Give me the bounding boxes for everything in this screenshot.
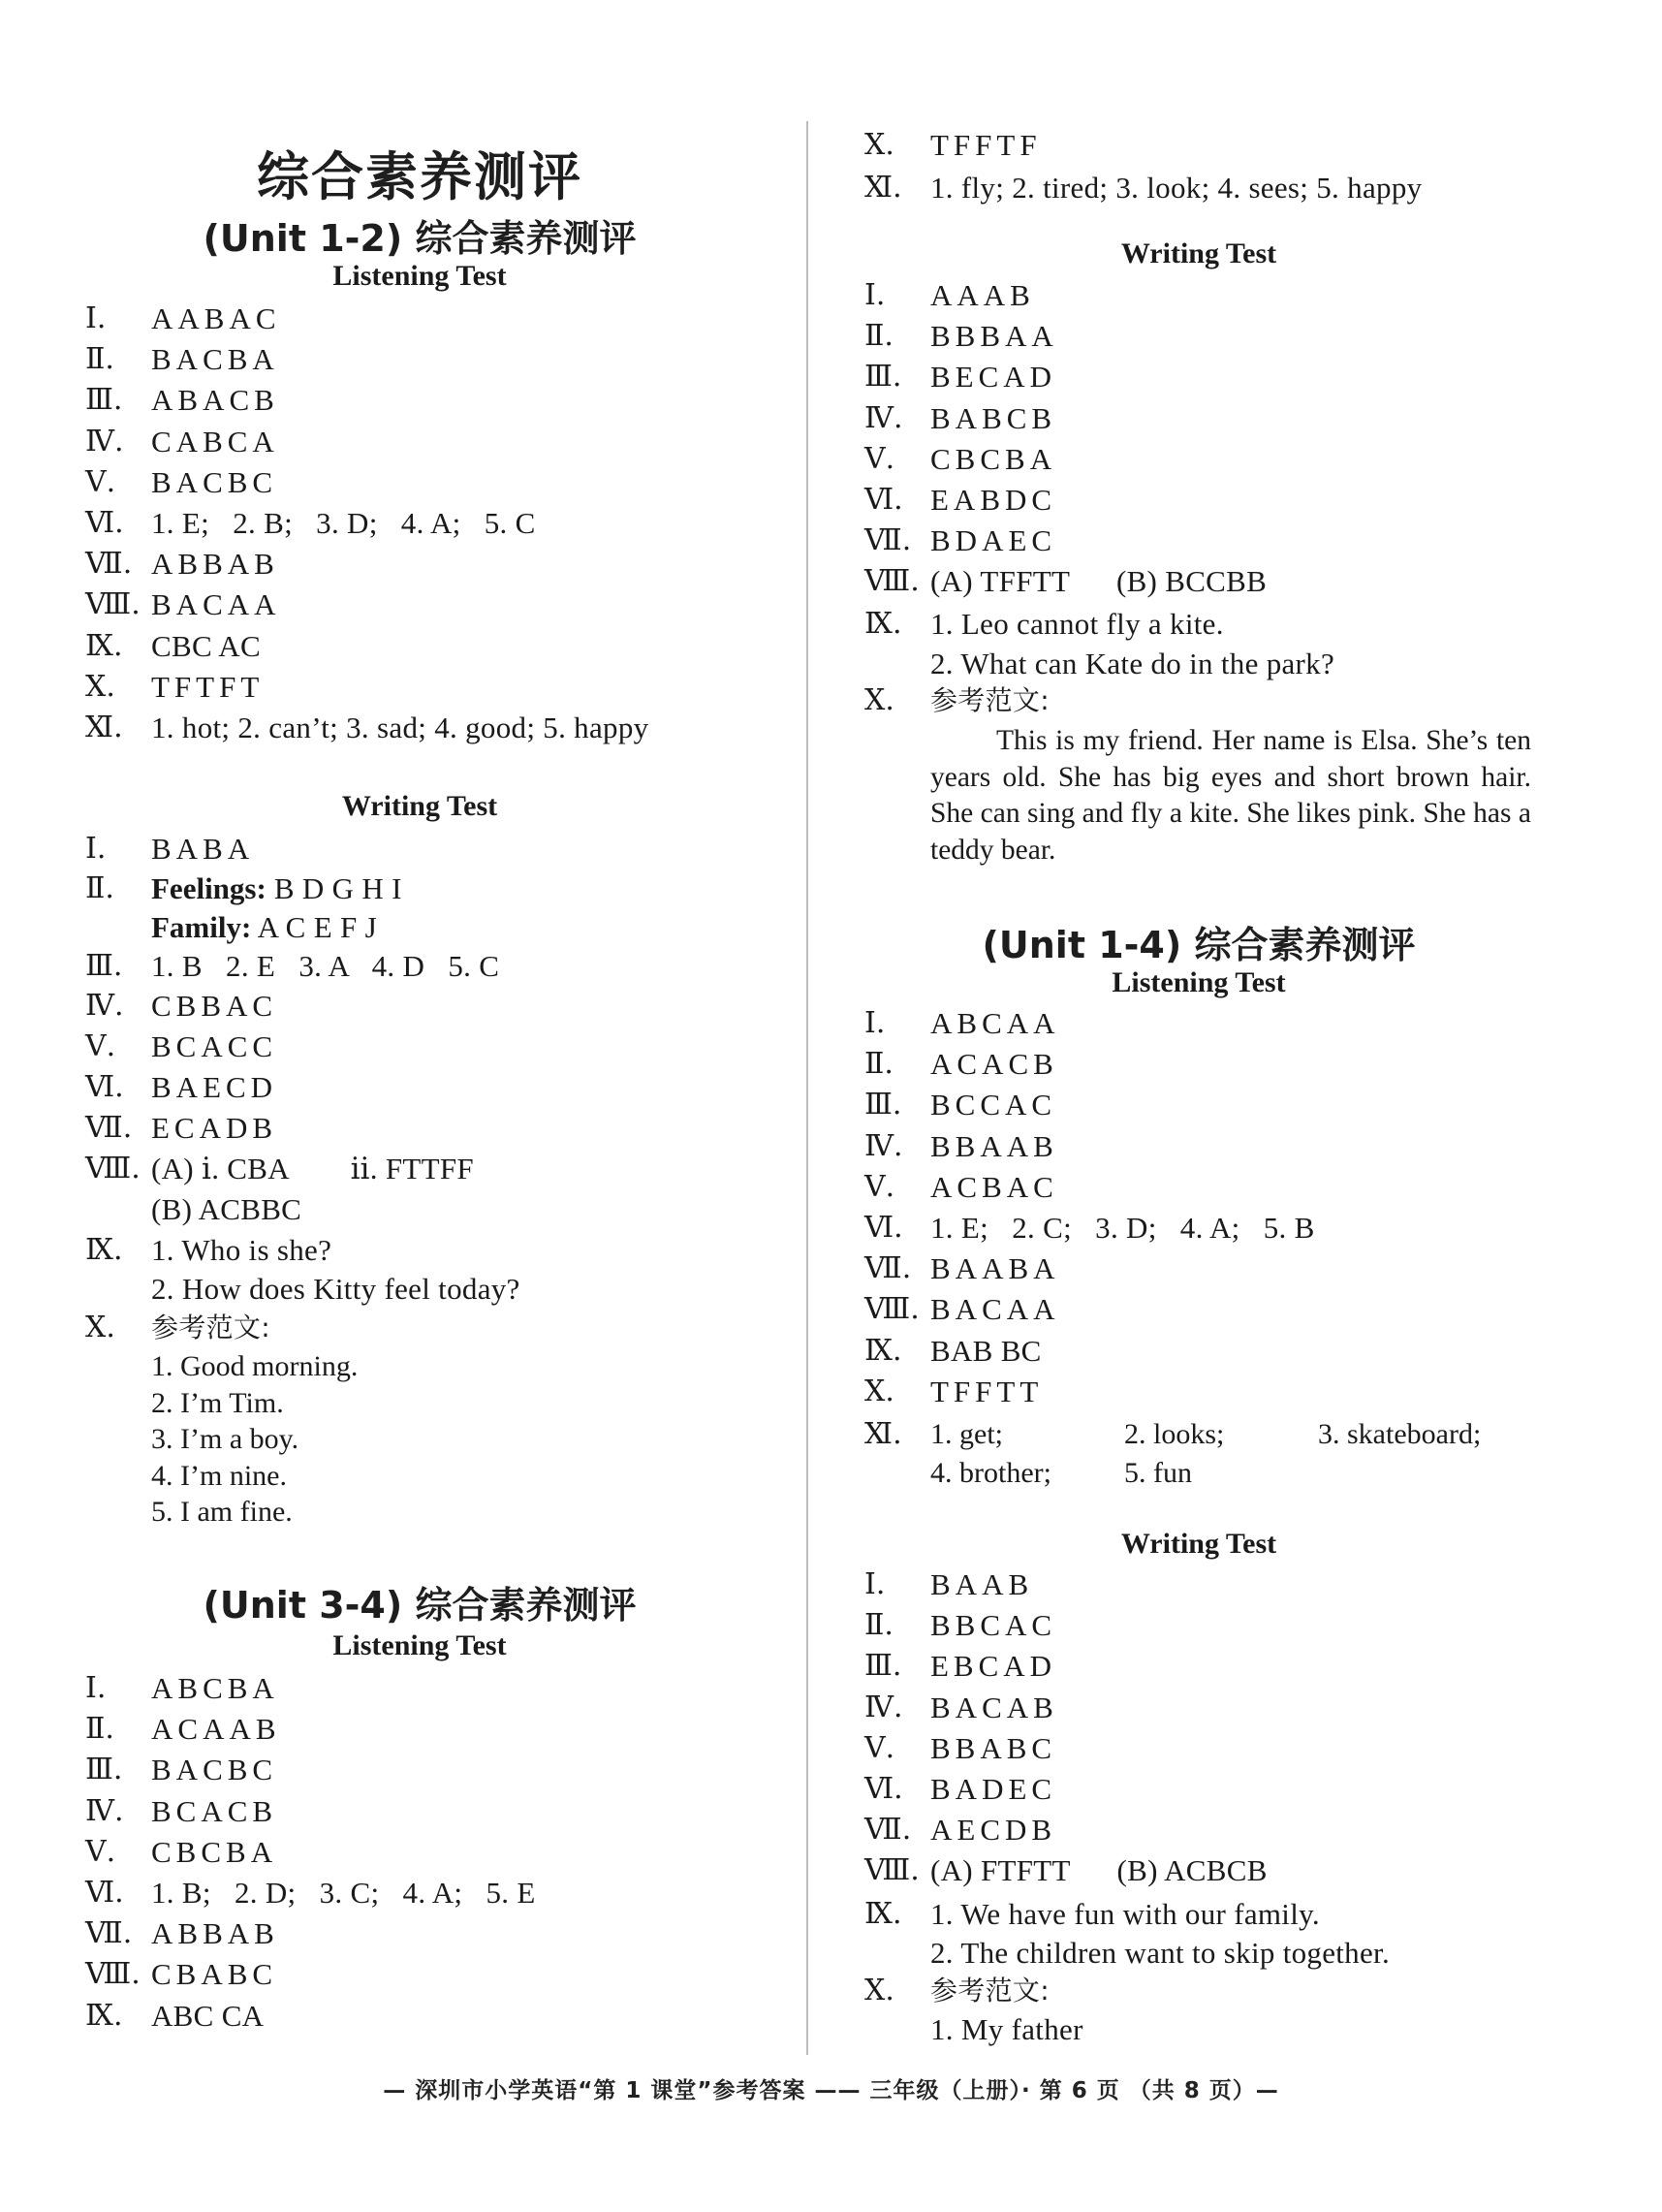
question-number: Ⅺ. <box>85 711 123 744</box>
question-number: Ⅸ. <box>864 1897 902 1931</box>
answer-text: CBBAC <box>151 989 278 1023</box>
answer-text: 1. We have fun with our family. <box>930 1897 1320 1931</box>
answer-text: BAAB <box>930 1567 1034 1601</box>
question-number: Ⅸ. <box>85 628 123 663</box>
answer-text: BBABC <box>930 1730 1057 1765</box>
answer-text: BBBAA <box>930 319 1058 354</box>
answer-text: EABDC <box>930 483 1057 517</box>
answer-text: BCACB <box>151 1793 278 1828</box>
question-number: Ⅶ. <box>85 1916 133 1951</box>
question-number: Ⅵ. <box>864 1772 903 1806</box>
question-number: Ⅶ. <box>864 1813 912 1848</box>
question-number: Ⅺ. <box>864 171 902 205</box>
unit-1-4-title: (Unit 1-4) 综合素养测评 <box>982 924 1416 966</box>
sample-essay-label: 参考范文: <box>930 1975 1050 2007</box>
answer-text: TFFTT <box>930 1374 1044 1408</box>
answer-text: 2. How does Kitty feel today? <box>151 1272 520 1306</box>
question-number: Ⅲ. <box>85 949 123 983</box>
question-number: Ⅹ. <box>864 128 894 162</box>
page-footer: — 深圳市小学英语“第 1 课堂”参考答案 —— 三年级（上册）· 第 6 页 （共 8 页）— <box>383 2078 1279 2103</box>
question-number: Ⅹ. <box>864 683 894 717</box>
question-number: Ⅸ. <box>864 607 902 641</box>
answer-text: ABCBA <box>151 1671 279 1705</box>
question-number: Ⅹ. <box>85 1311 115 1344</box>
question-number: Ⅸ. <box>864 1333 902 1368</box>
answer-text: 1. fly; 2. tired; 3. look; 4. sees; 5. happy <box>930 171 1423 205</box>
question-number: Ⅵ. <box>864 483 903 517</box>
answer-text: 1. B 2. E 3. A 4. D 5. C <box>151 949 500 983</box>
question-number: Ⅷ. <box>864 1853 920 1888</box>
question-number: Ⅷ. <box>85 1957 141 1992</box>
question-number: Ⅰ. <box>864 1006 886 1040</box>
question-number: Ⅳ. <box>864 1690 903 1724</box>
answer-text: BCCAC <box>930 1088 1057 1122</box>
answer-text: (A) ⅰ. CBA ⅱ. FTTFF <box>151 1152 474 1185</box>
answer-text: BCACC <box>151 1029 278 1063</box>
answer-text: CBABC <box>151 1957 278 1992</box>
question-number: Ⅹ. <box>864 1374 894 1408</box>
question-number: Ⅲ. <box>85 383 123 418</box>
answer-text: 1. Who is she? <box>151 1233 332 1267</box>
unit-1-2-writing-title: Writing Test <box>341 790 498 822</box>
answer-text: ABC CA <box>151 1998 265 2033</box>
question-number: Ⅵ. <box>85 1070 124 1104</box>
question-number: Ⅹ. <box>85 669 115 704</box>
question-number: Ⅸ. <box>85 1998 123 2033</box>
question-number: Ⅲ. <box>864 360 902 395</box>
feelings-answers: B D G H I <box>266 871 402 905</box>
answer-text: BAABA <box>930 1251 1060 1286</box>
answer-text: 1. B; 2. D; 3. C; 4. A; 5. E <box>151 1876 536 1910</box>
column-divider <box>806 121 808 2055</box>
question-number: Ⅶ. <box>85 547 133 582</box>
answer-text: BAB BC <box>930 1333 1042 1368</box>
answer-text: CBC AC <box>151 628 261 663</box>
sample-essay-label: 参考范文: <box>930 684 1050 716</box>
question-number: Ⅴ. <box>864 1169 895 1204</box>
question-number: Ⅳ. <box>85 424 124 458</box>
question-number: Ⅴ. <box>864 1730 895 1765</box>
answer-text: BACAA <box>930 1292 1060 1327</box>
answer-text: BECAD <box>930 360 1057 395</box>
fill-answer-2: 2. looks; <box>1124 1418 1225 1450</box>
question-number: Ⅱ. <box>85 1712 114 1747</box>
question-number: Ⅳ. <box>85 1793 124 1828</box>
answer-text: BBAAB <box>930 1128 1058 1163</box>
question-number: Ⅷ. <box>864 564 920 599</box>
question-number: Ⅹ. <box>864 1974 894 2007</box>
question-number: Ⅳ. <box>85 989 124 1023</box>
answer-text: 1. E; 2. B; 3. D; 4. A; 5. C <box>151 506 536 540</box>
sample-essay-line: 3. I’m a boy. <box>151 1423 299 1455</box>
family-label: Family: <box>151 910 252 944</box>
fill-answer-5: 5. fun <box>1124 1457 1192 1489</box>
answer-text: BACBC <box>151 1753 278 1787</box>
sample-essay-line: 4. I’m nine. <box>151 1459 287 1492</box>
question-number: Ⅷ. <box>85 587 141 622</box>
answer-text: BBCAC <box>930 1608 1057 1643</box>
answer-text: 1. hot; 2. can’t; 3. sad; 4. good; 5. happy <box>151 711 649 744</box>
question-number: Ⅵ. <box>864 1211 903 1245</box>
fill-answer-4: 4. brother; <box>930 1457 1051 1489</box>
question-number: Ⅲ. <box>864 1649 902 1684</box>
question-number: Ⅰ. <box>864 1567 886 1601</box>
question-number: Ⅱ. <box>864 319 894 354</box>
question-number: Ⅷ. <box>864 1292 920 1327</box>
unit-3-4-listening-title: Listening Test <box>332 1629 507 1661</box>
question-number: Ⅺ. <box>864 1417 902 1451</box>
answer-text: BABA <box>151 832 255 866</box>
answer-text: BDAEC <box>930 523 1057 558</box>
question-number: Ⅰ. <box>864 278 886 312</box>
question-number: Ⅲ. <box>864 1088 902 1122</box>
answer-text: BACBC <box>151 464 278 499</box>
unit-3-4-writing-title: Writing Test <box>1120 237 1277 269</box>
family-answers: A C E F J <box>251 910 377 944</box>
answer-text: 2. The children want to skip together. <box>930 1936 1391 1970</box>
question-number: Ⅶ. <box>85 1111 133 1145</box>
answer-text: ACAAB <box>151 1712 281 1747</box>
question-number: Ⅴ. <box>85 1834 116 1869</box>
answer-text: 2. What can Kate do in the park? <box>930 647 1335 680</box>
sample-essay-paragraph: This is my friend. Her name is Elsa. She’s ten years old. She has big eyes and short brown hair. She can sing and fly a kite. She likes pink. She has a teddy bear. <box>930 725 1531 866</box>
answer-text: ACACB <box>930 1047 1058 1082</box>
question-number: Ⅴ. <box>864 441 895 476</box>
answer-text: BABCB <box>930 400 1057 435</box>
answer-text: ACBAC <box>930 1169 1058 1204</box>
answer-text: ABBAB <box>151 1916 279 1951</box>
answer-text: CBCBA <box>151 1834 278 1869</box>
answer-text: TFTFT <box>151 669 265 704</box>
unit-1-4-writing-title: Writing Test <box>1120 1528 1277 1560</box>
answer-text: (A) TFFTT (B) BCCBB <box>930 564 1268 599</box>
answer-text: ABACB <box>151 383 279 418</box>
question-number: Ⅰ. <box>85 832 107 866</box>
answer-text: BAECD <box>151 1070 278 1104</box>
question-number: Ⅶ. <box>864 523 912 558</box>
answer-text: ABBAB <box>151 547 279 582</box>
question-number: Ⅳ. <box>864 1128 903 1163</box>
answer-text <box>151 908 377 947</box>
answer-text: AABAC <box>151 301 281 335</box>
sample-essay-line: 1. Good morning. <box>151 1350 359 1382</box>
answer-text: AAAB <box>930 278 1035 312</box>
question-number: Ⅷ. <box>85 1152 141 1185</box>
answer-text: 1. E; 2. C; 3. D; 4. A; 5. B <box>930 1211 1315 1245</box>
answer-text: TFFTF <box>930 128 1042 162</box>
feelings-label: Feelings: <box>151 871 267 905</box>
fill-answer-3: 3. skateboard; <box>1318 1418 1482 1450</box>
unit-1-2-listening-title: Listening Test <box>332 260 507 292</box>
question-number: Ⅰ. <box>85 1671 107 1705</box>
question-number: Ⅵ. <box>85 1876 124 1910</box>
answer-text: BACAB <box>930 1690 1058 1724</box>
answer-text: CBCBA <box>930 441 1057 476</box>
unit-1-4-listening-title: Listening Test <box>1112 966 1286 998</box>
answer-text: ECADB <box>151 1111 278 1145</box>
answer-text: BADEC <box>930 1772 1057 1806</box>
question-number: Ⅴ. <box>85 464 116 499</box>
answer-text: BACBA <box>151 342 279 377</box>
page-title: 综合素养测评 <box>257 146 582 207</box>
sample-essay-label: 参考范文: <box>151 1311 270 1343</box>
answer-text: 1. My father <box>930 2012 1083 2046</box>
sample-essay-line: 5. I am fine. <box>151 1496 293 1528</box>
question-number: Ⅱ. <box>864 1608 894 1643</box>
answer-text: ABCAA <box>930 1006 1060 1040</box>
unit-3-4-title: (Unit 3-4) 综合素养测评 <box>203 1584 637 1627</box>
unit-1-2-title: (Unit 1-2) 综合素养测评 <box>203 217 637 260</box>
question-number: Ⅸ. <box>85 1233 123 1267</box>
question-number: Ⅶ. <box>864 1251 912 1286</box>
question-number: Ⅱ. <box>864 1047 894 1082</box>
answer-text: AECDB <box>930 1813 1057 1848</box>
answer-text: (B) ACBBC <box>151 1192 302 1226</box>
question-number: Ⅱ. <box>85 871 114 905</box>
question-number: Ⅴ. <box>85 1029 116 1063</box>
sample-essay-line: 2. I’m Tim. <box>151 1386 284 1419</box>
answer-text <box>151 869 402 908</box>
question-number: Ⅱ. <box>85 342 114 377</box>
answer-text: CABCA <box>151 424 279 458</box>
answer-text: BACAA <box>151 587 281 622</box>
answer-text: EBCAD <box>930 1649 1057 1684</box>
answer-text: (A) FTFTT (B) ACBCB <box>930 1853 1268 1888</box>
answer-text: 1. Leo cannot fly a kite. <box>930 607 1224 641</box>
fill-answer-1: 1. get; <box>930 1418 1003 1450</box>
question-number: Ⅲ. <box>85 1753 123 1787</box>
question-number: Ⅳ. <box>864 400 903 435</box>
question-number: Ⅵ. <box>85 506 124 540</box>
question-number: Ⅰ. <box>85 301 107 335</box>
